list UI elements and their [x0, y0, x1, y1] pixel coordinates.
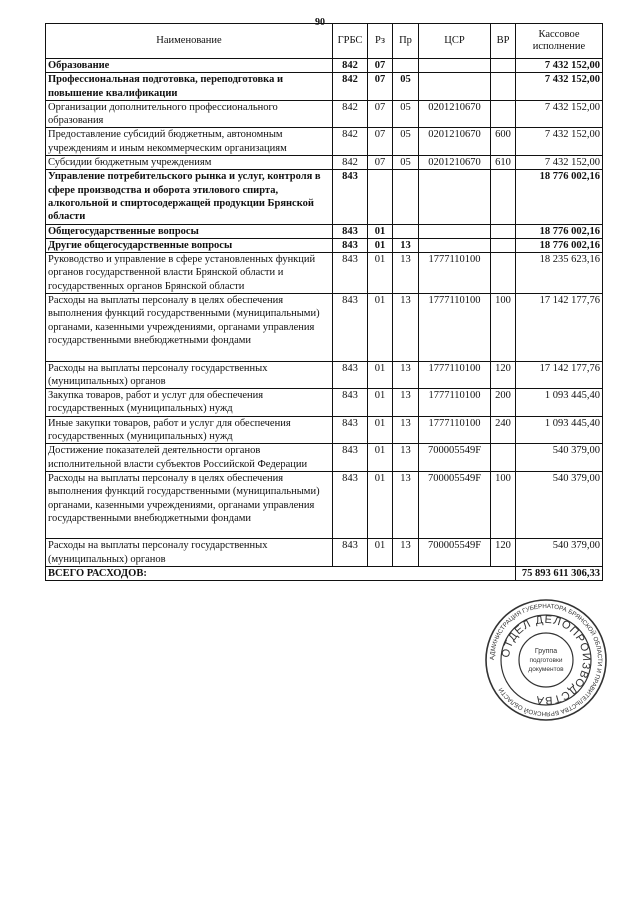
cell-grbs: 843 [333, 444, 368, 472]
cell-amount: 18 776 002,16 [516, 238, 603, 252]
cell-rz [368, 170, 393, 224]
cell-amount: 17 142 177,76 [516, 294, 603, 362]
cell-pr: 13 [393, 238, 419, 252]
cell-grbs: 843 [333, 224, 368, 238]
cell-grbs: 843 [333, 389, 368, 417]
cell-grbs: 842 [333, 59, 368, 73]
table-row [46, 128, 603, 156]
cell-name: Предоставление субсидий бюджетным, автономным учреждениям и иным некоммерческим организациям [46, 128, 333, 156]
table-row [46, 471, 603, 539]
cell-name: Расходы на выплаты персоналу государственных (муниципальных) органов [46, 361, 333, 389]
table-row [46, 59, 603, 73]
cell-vr: 120 [491, 361, 516, 389]
cell-name: Управление потребительского рынка и услуг, контроля в сфере производства и оборота этилового спирта, алкогольной и спиртосодержащей продукции Брянской области [46, 170, 333, 224]
stamp-center-line-1: Группа [534, 648, 558, 655]
cell-rz: 01 [368, 471, 393, 539]
table-row [46, 170, 603, 224]
cell-name: Организации дополнительного профессионального образования [46, 100, 333, 128]
header-amount: Кассовое исполнение [516, 24, 603, 59]
cell-amount: 540 379,00 [516, 444, 603, 472]
header-grbs: ГРБС [333, 24, 368, 59]
cell-vr [491, 253, 516, 294]
cell-vr: 100 [491, 471, 516, 539]
cell-csr: 700005549F [419, 539, 491, 567]
cell-pr: 05 [393, 156, 419, 170]
total-amount: 75 893 611 306,33 [516, 567, 603, 581]
cell-rz: 01 [368, 416, 393, 444]
department-stamp [484, 598, 608, 722]
cell-name: Профессиональная подготовка, переподготовка и повышение квалификации [46, 73, 333, 101]
table-row [46, 389, 603, 417]
cell-pr: 13 [393, 361, 419, 389]
cell-csr [419, 73, 491, 101]
cell-csr: 0201210670 [419, 128, 491, 156]
header-name: Наименование [46, 24, 333, 59]
cell-pr: 13 [393, 471, 419, 539]
cell-vr [491, 59, 516, 73]
cell-pr: 13 [393, 539, 419, 567]
cell-amount: 540 379,00 [516, 539, 603, 567]
cell-rz: 07 [368, 156, 393, 170]
cell-csr [419, 238, 491, 252]
cell-csr: 1777110100 [419, 389, 491, 417]
cell-amount: 18 776 002,16 [516, 170, 603, 224]
table-row [46, 73, 603, 101]
header-rz: Рз [368, 24, 393, 59]
cell-csr: 0201210670 [419, 156, 491, 170]
cell-name: Расходы на выплаты персоналу в целях обеспечения выполнения функций государственными (муниципальными) органами, казенными учреждениями, органами управления государственными внебюджетными фондами [46, 294, 333, 362]
cell-name: Общегосударственные вопросы [46, 224, 333, 238]
cell-pr: 13 [393, 389, 419, 417]
cell-amount: 540 379,00 [516, 471, 603, 539]
cell-pr: 13 [393, 416, 419, 444]
cell-grbs: 843 [333, 170, 368, 224]
cell-grbs: 842 [333, 100, 368, 128]
stamp-middle-text: ОТДЕЛ ДЕЛОПРОИЗВОДСТВА [499, 613, 593, 707]
cell-pr [393, 224, 419, 238]
cell-amount: 1 093 445,40 [516, 389, 603, 417]
cell-grbs: 843 [333, 361, 368, 389]
cell-pr: 13 [393, 294, 419, 362]
cell-csr: 700005549F [419, 471, 491, 539]
cell-amount: 7 432 152,00 [516, 73, 603, 101]
cell-pr: 13 [393, 253, 419, 294]
cell-vr: 600 [491, 128, 516, 156]
cell-pr: 05 [393, 100, 419, 128]
cell-name: Иные закупки товаров, работ и услуг для обеспечения государственных (муниципальных) нужд [46, 416, 333, 444]
cell-vr: 610 [491, 156, 516, 170]
cell-name: Субсидии бюджетным учреждениям [46, 156, 333, 170]
table-row [46, 361, 603, 389]
cell-csr [419, 170, 491, 224]
table-row [46, 100, 603, 128]
cell-csr: 1777110100 [419, 416, 491, 444]
stamp-center-line-3: документов [528, 666, 564, 673]
cell-amount: 1 093 445,40 [516, 416, 603, 444]
cell-pr [393, 170, 419, 224]
table-row [46, 294, 603, 362]
cell-rz: 01 [368, 238, 393, 252]
cell-grbs: 843 [333, 471, 368, 539]
cell-rz: 07 [368, 100, 393, 128]
header-pr: Пр [393, 24, 419, 59]
cell-vr [491, 170, 516, 224]
cell-vr: 100 [491, 294, 516, 362]
table-row [46, 253, 603, 294]
table-row [46, 156, 603, 170]
table-body [46, 59, 603, 567]
cell-pr: 05 [393, 73, 419, 101]
cell-vr [491, 100, 516, 128]
cell-csr: 1777110100 [419, 253, 491, 294]
cell-rz: 07 [368, 59, 393, 73]
expenditure-table [45, 23, 603, 581]
cell-rz: 07 [368, 73, 393, 101]
cell-amount: 18 776 002,16 [516, 224, 603, 238]
header-vr: ВР [491, 24, 516, 59]
stamp-ring-text: АДМИНИСТРАЦИЯ ГУБЕРНАТОРА БРЯНСКОЙ ОБЛАСТИ И ПРАВИТЕЛЬСТВА БРЯНСКОЙ ОБЛАСТИ [488, 602, 604, 718]
cell-name: Образование [46, 59, 333, 73]
cell-vr: 120 [491, 539, 516, 567]
table-header-row [46, 24, 603, 59]
cell-vr: 200 [491, 389, 516, 417]
cell-name: Руководство и управление в сфере установленных функций органов государственной власти Брянской области и государственных органов Брянской области [46, 253, 333, 294]
header-csr: ЦСР [419, 24, 491, 59]
cell-vr [491, 224, 516, 238]
cell-grbs: 843 [333, 238, 368, 252]
cell-vr: 240 [491, 416, 516, 444]
cell-amount: 18 235 623,16 [516, 253, 603, 294]
cell-amount: 17 142 177,76 [516, 361, 603, 389]
cell-rz: 01 [368, 294, 393, 362]
cell-grbs: 842 [333, 73, 368, 101]
cell-csr: 1777110100 [419, 361, 491, 389]
cell-rz: 07 [368, 128, 393, 156]
cell-amount: 7 432 152,00 [516, 100, 603, 128]
cell-pr: 05 [393, 128, 419, 156]
cell-name: Расходы на выплаты персоналу государственных (муниципальных) органов [46, 539, 333, 567]
cell-amount: 7 432 152,00 [516, 156, 603, 170]
cell-csr [419, 59, 491, 73]
table-row [46, 224, 603, 238]
total-label: ВСЕГО РАСХОДОВ: [46, 567, 516, 581]
total-row [46, 567, 603, 581]
cell-csr: 0201210670 [419, 100, 491, 128]
cell-rz: 01 [368, 444, 393, 472]
cell-csr [419, 224, 491, 238]
cell-pr: 13 [393, 444, 419, 472]
table-row [46, 539, 603, 567]
cell-grbs: 843 [333, 253, 368, 294]
cell-amount: 7 432 152,00 [516, 128, 603, 156]
table-row [46, 416, 603, 444]
cell-grbs: 843 [333, 294, 368, 362]
cell-csr: 700005549F [419, 444, 491, 472]
cell-rz: 01 [368, 224, 393, 238]
cell-vr [491, 73, 516, 101]
cell-rz: 01 [368, 389, 393, 417]
cell-vr [491, 444, 516, 472]
table-row [46, 444, 603, 472]
cell-name: Расходы на выплаты персоналу в целях обеспечения выполнения функций государственными (муниципальными) органами, казенными учреждениями, органами управления государственными внебюджетными фондами [46, 471, 333, 539]
cell-grbs: 843 [333, 416, 368, 444]
cell-vr [491, 238, 516, 252]
cell-name: Достижение показателей деятельности органов исполнительной власти субъектов Российской Федерации [46, 444, 333, 472]
cell-pr [393, 59, 419, 73]
cell-name: Закупка товаров, работ и услуг для обеспечения государственных (муниципальных) нужд [46, 389, 333, 417]
cell-grbs: 842 [333, 128, 368, 156]
cell-csr: 1777110100 [419, 294, 491, 362]
table-row [46, 238, 603, 252]
cell-amount: 7 432 152,00 [516, 59, 603, 73]
cell-grbs: 842 [333, 156, 368, 170]
page-number: 90 [315, 17, 325, 28]
cell-grbs: 843 [333, 539, 368, 567]
cell-name: Другие общегосударственные вопросы [46, 238, 333, 252]
cell-rz: 01 [368, 539, 393, 567]
cell-rz: 01 [368, 361, 393, 389]
stamp-center-line-2: подготовки [529, 657, 563, 664]
cell-rz: 01 [368, 253, 393, 294]
